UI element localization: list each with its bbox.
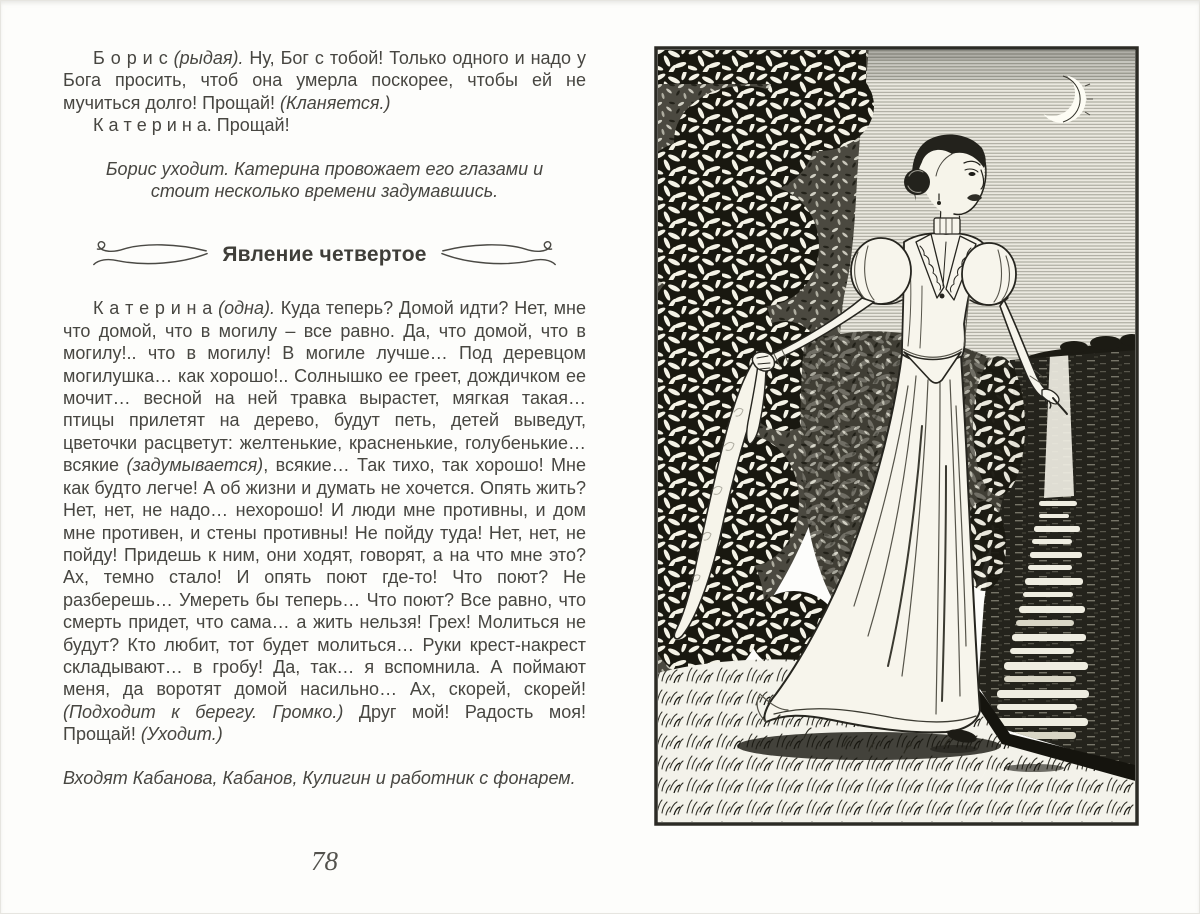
- heading-flourish-right-icon: [440, 240, 558, 269]
- dialogue-boris: [63, 47, 586, 114]
- dialogue-katerina: [63, 114, 586, 136]
- dialogue-text: Друг мой! Радость моя! Прощай!: [63, 701, 586, 745]
- stage-direction-inline: (Кланяется.): [280, 92, 391, 113]
- crescent-moon: [1024, 61, 1114, 151]
- stage-direction-inline: (рыдая).: [173, 48, 244, 68]
- stage-direction-inline: (Подходит к берегу. Громко.): [63, 701, 344, 722]
- speaker-name: Б о р и с: [93, 48, 174, 68]
- left-page-text-column: [63, 47, 586, 789]
- speaker-name: К а т е р и н а: [93, 298, 219, 319]
- illustration-katerina-riverbank: [654, 46, 1139, 826]
- monologue-katerina: [63, 297, 586, 745]
- page-number: 78: [311, 846, 338, 876]
- stage-direction-inline: (Уходит.): [140, 724, 223, 745]
- dialogue-text: Ну, Бог с тобой! Только одного и надо у Бога просить, чтоб она умерла поскорее, чтобы ей не мучиться долго! Прощай!: [63, 48, 586, 113]
- stage-direction-inline: (одна).: [218, 298, 275, 319]
- speaker-name: К а т е р и н а.: [93, 115, 212, 136]
- stage-direction-entrance: Входят Кабанова, Кабанов, Кулигин и работник с фонарем.: [63, 767, 576, 788]
- dialogue-text: Куда теперь? Домой идти? Нет, мне что домой, что в могилу – все равно. Да, что домой, что в могилу!.. что в могилу! В могиле лучше… Под деревцом могилушка… как хорошо!.. Солнышко ее греет, дождичком ее мочит… весной на ней травка вырастет, мягкая такая… птицы прилетят на дерево, будут петь, детей выведут, цветочки расцветут: желтенькие, красненькие, голубенькие… всякие: [63, 298, 586, 476]
- stage-direction: Борис уходит. Катерина провожает его глазами и стоит несколько времени задумавшись.: [105, 158, 544, 202]
- scene-heading: Явление четвертое: [222, 242, 427, 266]
- heading-flourish-left-icon: [91, 240, 209, 269]
- dialogue-text: , всякие… Так тихо, так хорошо! Мне как будто легче! А об жизни и думать не хочется. Опять жить? Нет, нет, не надо… нехорошо! И люди мне противны, и дом мне противен, и стены противны! Не пойду туда! Нет, нет, не пойду! Придешь к ним, они ходят, говорят, а на что мне это? Ах, темно стало! И опять поют где-то! Что поют? Не разберешь… Умереть бы теперь… Что поют? Все равно, что смерть придет, что сама… а жить нельзя! Грех! Молиться не будут? Кто любит, тот будет молиться… Руки крест-накрест складывают… в гробу! Да, так… я вспомнила. А поймают меня, да воротят домой насильно… Ах, скорей, скорей!: [63, 455, 586, 700]
- stage-direction-inline: (задумывается): [126, 455, 264, 476]
- earring: [937, 201, 941, 205]
- dialogue-text: Прощай!: [211, 115, 290, 136]
- scene-heading-row: [63, 240, 586, 269]
